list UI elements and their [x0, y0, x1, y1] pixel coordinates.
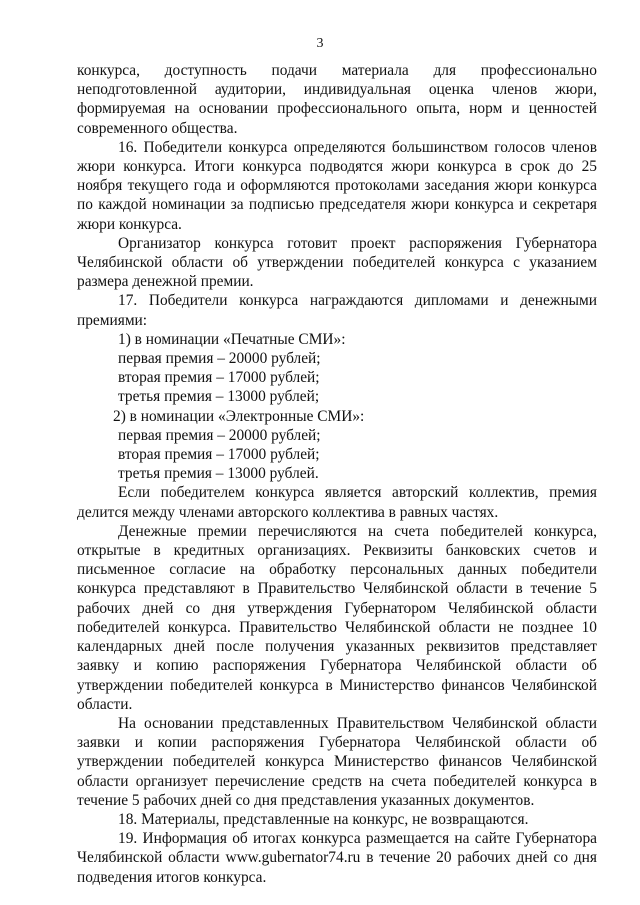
- page-number: 3: [316, 36, 324, 51]
- prize-third-electronic: третья премия – 13000 рублей.: [118, 465, 319, 483]
- paragraph-criteria-continuation: конкурса, доступность подачи материала для профессионально неподготовленной аудитории, индивидуальная оценка членов жюри, формируемая на основании профессионального опыта, норм и ценностей современного общества.: [77, 62, 597, 137]
- prize-first-print: первая премия – 20000 рублей;: [118, 350, 321, 368]
- prize-first-electronic: первая премия – 20000 рублей;: [118, 426, 321, 444]
- paragraph-collective-prize: Если победителем конкурса является авторский коллектив, премия делится между членами авторского коллектива в равных частях.: [77, 484, 597, 521]
- paragraph-17-awards: 17. Победители конкурса награждаются дипломами и денежными премиями:: [77, 292, 597, 329]
- paragraph-organizer-order: Организатор конкурса готовит проект распоряжения Губернатора Челябинской области об утверждении победителей конкурса с указанием размера денежной премии.: [77, 234, 597, 291]
- paragraph-ministry-transfer: На основании представленных Правительством Челябинской области заявки и копии распоряжения Губернатора Челябинской области об утверждении победителей конкурса Министерство финансов Челябинской области организует перечисление средств на счета победителей конкурса в течение 5 рабочих дней со дня представления указанных документов.: [77, 714, 597, 809]
- prize-second-electronic: вторая премия – 17000 рублей;: [118, 446, 320, 464]
- prize-second-print: вторая премия – 17000 рублей;: [118, 369, 320, 387]
- paragraph-prize-transfer: Денежные премии перечисляются на счета победителей конкурса, открытые в кредитных организациях. Реквизиты банковских счетов и письменное согласие на обработку персональных данных победители конкурса представляют в Правительство Челябинской области в течение 5 рабочих дней со дня утверждения Губернатором Челябинской области победителей конкурса. Правительство Челябинской области не позднее 10 календарных дней после получения указанных реквизитов представляет заявку и копию распоряжения Губернатора Челябинской области об утверждении победителей конкурса в Министерство финансов Челябинской области.: [77, 522, 597, 713]
- nomination-electronic-media: 2) в номинации «Электронные СМИ»:: [113, 407, 365, 425]
- paragraph-19-results-info: 19. Информация об итогах конкурса размещается на сайте Губернатора Челябинской области www.gubernator74.ru в течение 20 рабочих дней со дня подведения итогов конкурса.: [77, 830, 597, 886]
- prize-third-print: третья премия – 13000 рублей;: [118, 388, 320, 406]
- paragraph-18-materials: 18. Материалы, представленные на конкурс, не возвращаются.: [118, 810, 529, 828]
- paragraph-16-winners: 16. Победители конкурса определяются большинством голосов членов жюри конкурса. Итоги конкурса подводятся жюри конкурса в срок до 25 ноября текущего года и оформляются протоколами заседания жюри конкурса по каждой номинации за подписью председателя жюри конкурса и секретаря жюри конкурса.: [77, 138, 597, 233]
- nomination-print-media: 1) в номинации «Печатные СМИ»:: [118, 330, 346, 348]
- document-body: [77, 61, 597, 887]
